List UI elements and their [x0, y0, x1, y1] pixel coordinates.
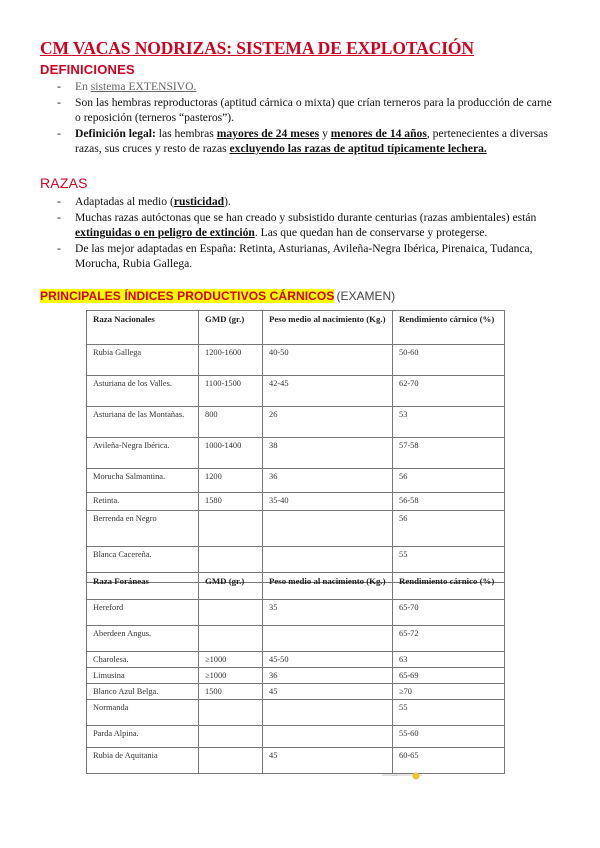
- table-row: [87, 652, 505, 668]
- table-cell: [199, 748, 263, 774]
- table-row: [87, 345, 505, 376]
- table-cell: 42-45: [263, 376, 393, 407]
- table-cell: 1500: [199, 684, 263, 700]
- list-item: - Adaptadas al medio (rusticidad).: [57, 195, 231, 208]
- table-cell: 53: [393, 407, 505, 438]
- table-cell: Parda Alpina.: [87, 726, 199, 748]
- table-header-row: [87, 311, 505, 345]
- list-item: - Son las hembras reproductoras (aptitud cárnica o mixta) que crían terneros para la producción de carne o reposición (terneros “pasteros”).: [57, 95, 552, 125]
- table-cell: 35-40: [263, 493, 393, 511]
- table-row: [87, 748, 505, 774]
- table-cell: 55: [393, 547, 505, 583]
- definiciones-list: [40, 79, 560, 157]
- table-row: [87, 668, 505, 684]
- razas-list: [40, 194, 560, 272]
- table-cell: [263, 700, 393, 726]
- svg-text:···: ···: [392, 773, 398, 780]
- table-row: [87, 493, 505, 511]
- table-cell: 38: [263, 438, 393, 469]
- table-cell: 800: [199, 407, 263, 438]
- table-cell: 1100-1500: [199, 376, 263, 407]
- table-cell: 55: [393, 700, 505, 726]
- table-header-cell: Peso medio al nacimiento (Kg.): [263, 311, 393, 345]
- table-row: [87, 626, 505, 652]
- table-cell: [199, 726, 263, 748]
- table-cell: 63: [393, 652, 505, 668]
- productivos-heading: PRINCIPALES ÍNDICES PRODUCTIVOS CÁRNICOS (EXAMEN): [40, 289, 396, 303]
- table-cell: Asturiana de las Montañas.: [87, 407, 199, 438]
- table-cell: [263, 511, 393, 547]
- table-cell: 45: [263, 684, 393, 700]
- table-cell: Avileña-Negra Ibérica.: [87, 438, 199, 469]
- list-item: - De las mejor adaptadas en España: Retinta, Asturianas, Avileña-Negra Ibérica, Pirenaica, Tudanca, Morucha, Rubia Gallega.: [57, 241, 533, 271]
- table-cell: 65-70: [393, 600, 505, 626]
- table-row: [87, 376, 505, 407]
- table-header-cell: Raza Foráneas: [87, 573, 199, 600]
- list-item: - En sistema EXTENSIVO.: [57, 80, 197, 93]
- sistema-extensivo-link: sistema EXTENSIVO.: [90, 80, 197, 93]
- table-cell: ≥1000: [199, 668, 263, 684]
- table-header-cell: GMD (gr.): [199, 573, 263, 600]
- table-header-cell: Peso medio al nacimiento (Kg.): [263, 573, 393, 600]
- table-cell: 40-50: [263, 345, 393, 376]
- table-cell: 55-60: [393, 726, 505, 748]
- table-cell: 45-50: [263, 652, 393, 668]
- table-row: [87, 600, 505, 626]
- table-cell: Rubia de Aquitania: [87, 748, 199, 774]
- table-cell: Rubia Gallega: [87, 345, 199, 376]
- table-cell: [199, 626, 263, 652]
- watermark-icon: [382, 770, 422, 780]
- definiciones-heading: DEFINICIONES: [40, 62, 135, 77]
- table-cell: ≥70: [393, 684, 505, 700]
- table-cell: 62-70: [393, 376, 505, 407]
- table-cell: 56-58: [393, 493, 505, 511]
- table-cell: Hereford: [87, 600, 199, 626]
- table-cell: Berrenda en Negro: [87, 511, 199, 547]
- table-cell: ≥1000: [199, 652, 263, 668]
- table-row: [87, 684, 505, 700]
- table-cell: Blanca Cacereña.: [87, 547, 199, 583]
- table-cell: 56: [393, 469, 505, 493]
- table-cell: Asturiana de los Valles.: [87, 376, 199, 407]
- table-header-row: [87, 573, 505, 600]
- table-cell: Blanco Azul Belga.: [87, 684, 199, 700]
- table-row: [87, 700, 505, 726]
- table-cell: [199, 700, 263, 726]
- table-razas-nacionales: [86, 310, 505, 583]
- table-razas-foraneas: [86, 572, 505, 774]
- table-row: [87, 511, 505, 547]
- table-cell: 1000-1400: [199, 438, 263, 469]
- table-cell: [199, 511, 263, 547]
- table-cell: Morucha Salmantina.: [87, 469, 199, 493]
- table-cell: 1200-1600: [199, 345, 263, 376]
- list-item: - Muchas razas autóctonas que se han creado y subsistido durante centurias (razas ambientales) están extinguidas o en peligro de extinción. Las que quedan han de conservarse y protegerse.: [57, 210, 537, 240]
- table-cell: 36: [263, 469, 393, 493]
- table-row: [87, 469, 505, 493]
- table-cell: 35: [263, 600, 393, 626]
- table-cell: 65-72: [393, 626, 505, 652]
- table-row: [87, 407, 505, 438]
- table-row: [87, 438, 505, 469]
- table-cell: 26: [263, 407, 393, 438]
- table-cell: Limusina: [87, 668, 199, 684]
- table-cell: Retinta.: [87, 493, 199, 511]
- table-cell: 36: [263, 668, 393, 684]
- table-cell: 45: [263, 748, 393, 774]
- table-header-cell: GMD (gr.): [199, 311, 263, 345]
- table-cell: 57-58: [393, 438, 505, 469]
- table-cell: Normanda: [87, 700, 199, 726]
- table-header-cell: Rendimiento cárnico (%): [393, 573, 505, 600]
- table-cell: [199, 600, 263, 626]
- table-header-cell: Rendimiento cárnico (%): [393, 311, 505, 345]
- list-item: - Definición legal: las hembras mayores de 24 meses y menores de 14 años, pertenecientes a diversas razas, sus cruces y resto de razas excluyendo las razas de aptitud típicamente lechera.: [57, 126, 548, 156]
- table-cell: [263, 626, 393, 652]
- table-cell: Charolesa.: [87, 652, 199, 668]
- table-cell: 65-69: [393, 668, 505, 684]
- table-cell: 1580: [199, 493, 263, 511]
- table-cell: 56: [393, 511, 505, 547]
- table-header-cell: Raza Nacionales: [87, 311, 199, 345]
- table-cell: 50-60: [393, 345, 505, 376]
- table-cell: 1200: [199, 469, 263, 493]
- page-title: CM VACAS NODRIZAS: SISTEMA DE EXPLOTACIÓN: [40, 38, 474, 58]
- table-row: [87, 726, 505, 748]
- razas-heading: RAZAS: [40, 175, 88, 191]
- table-cell: 60-65: [393, 748, 505, 774]
- table-cell: [263, 726, 393, 748]
- table-cell: Aberdeen Angus.: [87, 626, 199, 652]
